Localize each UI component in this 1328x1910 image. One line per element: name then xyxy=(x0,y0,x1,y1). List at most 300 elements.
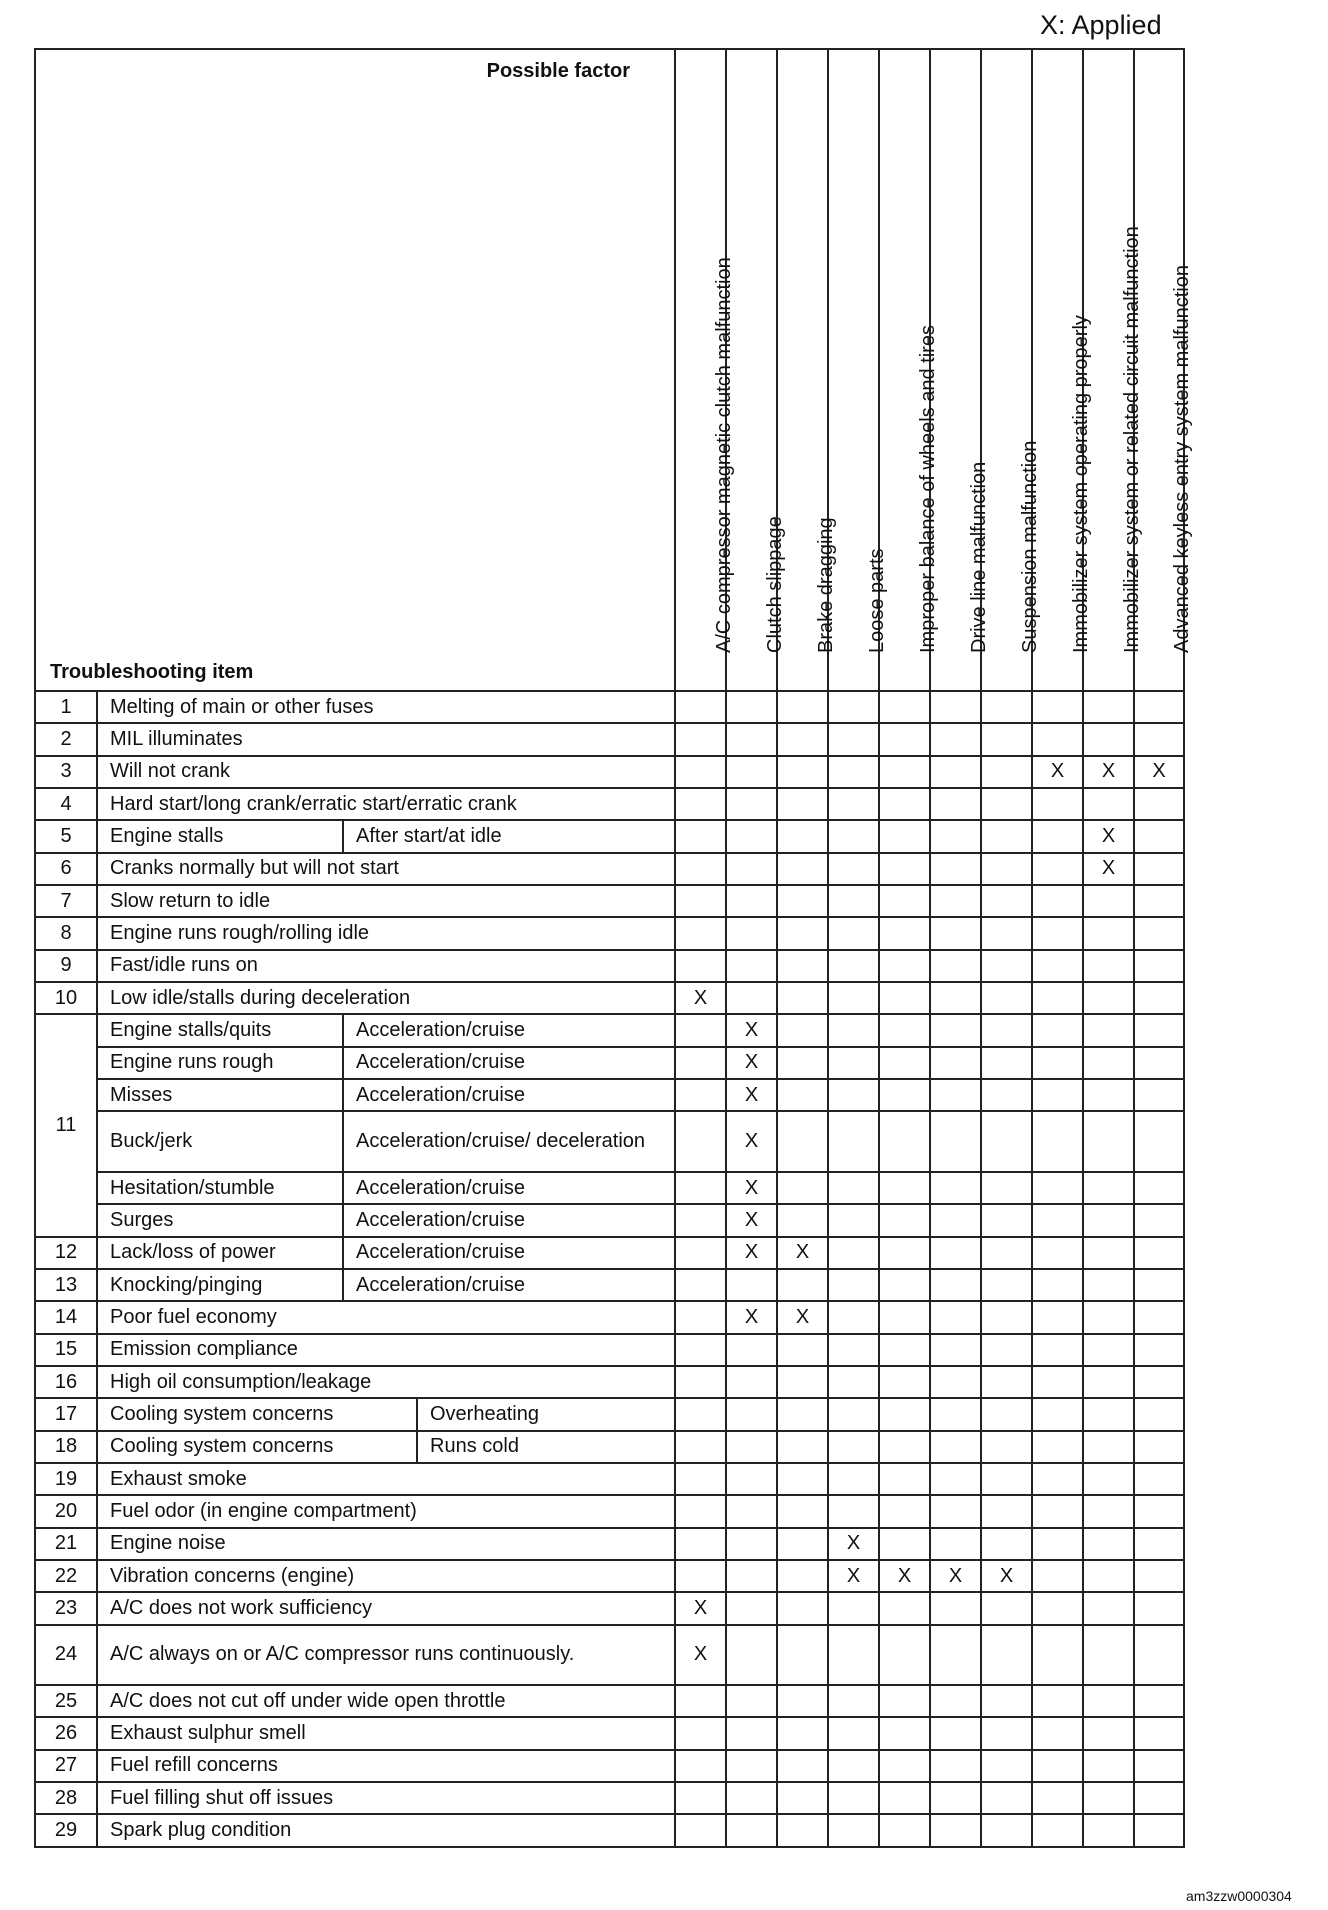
factor-cell xyxy=(930,1750,981,1782)
row-number: 1 xyxy=(35,691,97,723)
factor-cell xyxy=(1134,950,1184,982)
troubleshooting-item: Lack/loss of power xyxy=(97,1237,343,1269)
factor-cell xyxy=(1032,1560,1083,1592)
factor-cell xyxy=(828,1463,879,1495)
factor-cell xyxy=(675,1047,726,1079)
factor-header-9 xyxy=(1134,49,1193,691)
factor-cell xyxy=(1083,723,1134,755)
factor-cell xyxy=(726,820,777,852)
table-row xyxy=(35,1528,1184,1560)
troubleshooting-item: Engine noise xyxy=(97,1528,675,1560)
factor-cell xyxy=(675,1237,726,1269)
factor-cell xyxy=(1083,691,1134,723)
factor-cell xyxy=(828,1334,879,1366)
factor-cell xyxy=(1134,982,1184,1014)
factor-cell xyxy=(1134,1592,1184,1624)
troubleshooting-item: Cooling system concerns xyxy=(97,1398,417,1430)
factor-cell xyxy=(828,1625,879,1685)
factor-cell xyxy=(828,1431,879,1463)
factor-cell xyxy=(1083,1334,1134,1366)
factor-cell xyxy=(1134,1269,1184,1301)
factor-cell xyxy=(777,1398,828,1430)
table-row xyxy=(35,1172,1184,1204)
troubleshooting-item: Low idle/stalls during deceleration xyxy=(97,982,675,1014)
factor-cell xyxy=(1134,1079,1184,1111)
factor-cell xyxy=(1083,982,1134,1014)
applied-mark: X xyxy=(726,1204,777,1236)
item-condition: Acceleration/cruise/ deceleration xyxy=(343,1111,675,1171)
factor-cell xyxy=(879,1592,930,1624)
factor-cell xyxy=(981,1269,1032,1301)
factor-header-8 xyxy=(1083,49,1143,691)
factor-cell xyxy=(879,1366,930,1398)
factor-label: A/C compressor magnetic clutch malfunction xyxy=(712,257,735,653)
factor-cell xyxy=(1032,1014,1083,1046)
factor-cell xyxy=(981,885,1032,917)
factor-cell xyxy=(828,756,879,788)
factor-cell xyxy=(675,1463,726,1495)
factor-cell xyxy=(981,1014,1032,1046)
table-row xyxy=(35,788,1184,820)
troubleshooting-item: Engine stalls/quits xyxy=(97,1014,343,1046)
factor-cell xyxy=(1032,1717,1083,1749)
item-condition: Overheating xyxy=(417,1398,675,1430)
factor-cell xyxy=(828,691,879,723)
factor-cell xyxy=(930,723,981,755)
applied-mark: X xyxy=(777,1301,828,1333)
factor-cell xyxy=(1083,1717,1134,1749)
factor-cell xyxy=(930,885,981,917)
table-row xyxy=(35,1111,1184,1171)
factor-cell xyxy=(930,1717,981,1749)
applied-mark: X xyxy=(1083,853,1134,885)
row-number: 9 xyxy=(35,950,97,982)
factor-cell xyxy=(1083,1398,1134,1430)
troubleshooting-item: High oil consumption/leakage xyxy=(97,1366,675,1398)
item-condition: Acceleration/cruise xyxy=(343,1014,675,1046)
factor-cell xyxy=(1083,950,1134,982)
factor-header-5 xyxy=(930,49,990,691)
factor-cell xyxy=(981,1172,1032,1204)
matrix-body xyxy=(35,691,1184,1847)
applied-mark: X xyxy=(1083,820,1134,852)
table-row xyxy=(35,1014,1184,1046)
factor-cell xyxy=(879,1782,930,1814)
factor-cell xyxy=(1083,1014,1134,1046)
factor-cell xyxy=(981,756,1032,788)
factor-cell xyxy=(1083,917,1134,949)
factor-cell xyxy=(675,1528,726,1560)
factor-cell xyxy=(1032,788,1083,820)
factor-cell xyxy=(777,1814,828,1847)
factor-label: Drive line malfunction xyxy=(967,461,990,653)
applied-mark: X xyxy=(726,1047,777,1079)
factor-cell xyxy=(726,885,777,917)
factor-cell xyxy=(726,1625,777,1685)
applied-mark: X xyxy=(828,1560,879,1592)
factor-cell xyxy=(726,950,777,982)
factor-cell xyxy=(1134,1750,1184,1782)
factor-cell xyxy=(726,1431,777,1463)
factor-cell xyxy=(675,1111,726,1171)
factor-cell xyxy=(1083,1560,1134,1592)
factor-cell xyxy=(930,1592,981,1624)
factor-cell xyxy=(1083,1495,1134,1527)
factor-cell xyxy=(879,1301,930,1333)
factor-cell xyxy=(1032,917,1083,949)
factor-cell xyxy=(675,756,726,788)
factor-cell xyxy=(675,1204,726,1236)
factor-label: Suspension malfunction xyxy=(1018,440,1041,653)
troubleshooting-item: Hesitation/stumble xyxy=(97,1172,343,1204)
factor-cell xyxy=(777,1782,828,1814)
factor-cell xyxy=(930,1334,981,1366)
factor-cell xyxy=(1083,1301,1134,1333)
table-row xyxy=(35,1625,1184,1685)
factor-cell xyxy=(828,885,879,917)
factor-cell xyxy=(1032,853,1083,885)
factor-cell xyxy=(1083,1237,1134,1269)
factor-cell xyxy=(828,1782,879,1814)
factor-cell xyxy=(981,1717,1032,1749)
factor-cell xyxy=(930,756,981,788)
legend: X: Applied xyxy=(1040,10,1162,40)
factor-cell xyxy=(1032,1366,1083,1398)
factor-cell xyxy=(879,1685,930,1717)
factor-cell xyxy=(981,1047,1032,1079)
item-condition: After start/at idle xyxy=(343,820,675,852)
factor-cell xyxy=(726,1398,777,1430)
table-row xyxy=(35,1592,1184,1624)
factor-cell xyxy=(777,1079,828,1111)
factor-cell xyxy=(930,1301,981,1333)
factor-cell xyxy=(879,885,930,917)
row-number: 7 xyxy=(35,885,97,917)
factor-cell xyxy=(1083,885,1134,917)
factor-cell xyxy=(675,1172,726,1204)
factor-cell xyxy=(1032,1431,1083,1463)
factor-cell xyxy=(879,1398,930,1430)
factor-cell xyxy=(1083,1269,1134,1301)
troubleshooting-item: Buck/jerk xyxy=(97,1111,343,1171)
factor-cell xyxy=(777,982,828,1014)
factor-cell xyxy=(930,1111,981,1171)
factor-cell xyxy=(726,1750,777,1782)
factor-cell xyxy=(1032,1047,1083,1079)
factor-cell xyxy=(777,1750,828,1782)
factor-cell xyxy=(726,1717,777,1749)
factor-cell xyxy=(1083,1814,1134,1847)
table-row xyxy=(35,853,1184,885)
factor-label: Advanced keyless entry system malfunction xyxy=(1171,265,1193,653)
factor-cell xyxy=(930,1625,981,1685)
factor-cell xyxy=(675,1560,726,1592)
factor-cell xyxy=(1083,1528,1134,1560)
factor-cell xyxy=(1083,1625,1134,1685)
factor-cell xyxy=(1134,885,1184,917)
troubleshooting-item: Emission compliance xyxy=(97,1334,675,1366)
row-number: 21 xyxy=(35,1528,97,1560)
row-number: 29 xyxy=(35,1814,97,1847)
row-number: 26 xyxy=(35,1717,97,1749)
factor-cell xyxy=(726,723,777,755)
troubleshooting-item: Engine runs rough xyxy=(97,1047,343,1079)
factor-cell xyxy=(1032,1301,1083,1333)
factor-cell xyxy=(1083,1079,1134,1111)
table-row xyxy=(35,1269,1184,1301)
factor-cell xyxy=(1032,723,1083,755)
factor-cell xyxy=(930,1366,981,1398)
factor-cell xyxy=(879,1204,930,1236)
troubleshooting-matrix xyxy=(34,48,1193,1848)
factor-header-2 xyxy=(777,49,837,691)
factor-cell xyxy=(1032,820,1083,852)
applied-mark: X xyxy=(777,1237,828,1269)
row-number: 24 xyxy=(35,1625,97,1685)
factor-label: Brake dragging xyxy=(814,517,837,653)
factor-cell xyxy=(981,982,1032,1014)
row-number: 14 xyxy=(35,1301,97,1333)
table-row xyxy=(35,1814,1184,1847)
factor-cell xyxy=(777,691,828,723)
factor-cell xyxy=(879,1079,930,1111)
factor-cell xyxy=(828,820,879,852)
factor-cell xyxy=(726,1463,777,1495)
troubleshooting-item: Cooling system concerns xyxy=(97,1431,417,1463)
factor-cell xyxy=(1134,1560,1184,1592)
factor-cell xyxy=(675,1431,726,1463)
factor-cell xyxy=(1032,1814,1083,1847)
factor-cell xyxy=(930,691,981,723)
factor-cell xyxy=(675,1495,726,1527)
factor-cell xyxy=(777,723,828,755)
factor-cell xyxy=(777,917,828,949)
row-number: 16 xyxy=(35,1366,97,1398)
factor-cell xyxy=(726,1366,777,1398)
item-condition: Acceleration/cruise xyxy=(343,1172,675,1204)
troubleshooting-item: Misses xyxy=(97,1079,343,1111)
table-row xyxy=(35,1398,1184,1430)
factor-cell xyxy=(1134,1334,1184,1366)
factor-cell xyxy=(1134,1366,1184,1398)
item-condition: Acceleration/cruise xyxy=(343,1079,675,1111)
applied-mark: X xyxy=(675,1625,726,1685)
factor-cell xyxy=(930,1528,981,1560)
factor-cell xyxy=(1134,1172,1184,1204)
table-row xyxy=(35,1495,1184,1527)
factor-cell xyxy=(879,756,930,788)
factor-cell xyxy=(1083,1366,1134,1398)
factor-cell xyxy=(726,1592,777,1624)
factor-cell xyxy=(879,788,930,820)
factor-cell xyxy=(828,788,879,820)
row-number: 17 xyxy=(35,1398,97,1430)
factor-cell xyxy=(777,1625,828,1685)
factor-cell xyxy=(675,1334,726,1366)
row-number: 18 xyxy=(35,1431,97,1463)
factor-cell xyxy=(675,691,726,723)
factor-cell xyxy=(828,1750,879,1782)
table-row xyxy=(35,982,1184,1014)
factor-cell xyxy=(828,853,879,885)
factor-cell xyxy=(930,1495,981,1527)
table-row xyxy=(35,917,1184,949)
factor-cell xyxy=(981,950,1032,982)
troubleshooting-item: Fast/idle runs on xyxy=(97,950,675,982)
factor-cell xyxy=(675,1301,726,1333)
factor-cell xyxy=(726,1495,777,1527)
factor-cell xyxy=(828,1301,879,1333)
factor-cell xyxy=(726,1782,777,1814)
factor-header-4 xyxy=(879,49,939,691)
troubleshooting-item: Knocking/pinging xyxy=(97,1269,343,1301)
factor-cell xyxy=(675,1014,726,1046)
factor-cell xyxy=(828,1366,879,1398)
item-condition: Runs cold xyxy=(417,1431,675,1463)
applied-mark: X xyxy=(726,1172,777,1204)
factor-cell xyxy=(675,950,726,982)
troubleshooting-item: Cranks normally but will not start xyxy=(97,853,675,885)
factor-cell xyxy=(777,756,828,788)
factor-cell xyxy=(879,1528,930,1560)
troubleshooting-item: Poor fuel economy xyxy=(97,1301,675,1333)
factor-cell xyxy=(828,1172,879,1204)
factor-cell xyxy=(675,788,726,820)
table-row xyxy=(35,1301,1184,1333)
factor-cell xyxy=(828,723,879,755)
table-row xyxy=(35,1463,1184,1495)
factor-cell xyxy=(675,1750,726,1782)
row-number: 28 xyxy=(35,1782,97,1814)
factor-cell xyxy=(726,982,777,1014)
factor-cell xyxy=(1032,1111,1083,1171)
applied-mark: X xyxy=(981,1560,1032,1592)
factor-cell xyxy=(828,1014,879,1046)
factor-cell xyxy=(1134,1814,1184,1847)
troubleshooting-item-label: Troubleshooting item xyxy=(50,661,254,683)
item-condition: Acceleration/cruise xyxy=(343,1204,675,1236)
factor-cell xyxy=(879,1750,930,1782)
table-row xyxy=(35,1237,1184,1269)
factor-cell xyxy=(1083,1782,1134,1814)
factor-cell xyxy=(981,917,1032,949)
table-row xyxy=(35,1334,1184,1366)
factor-cell xyxy=(675,820,726,852)
factor-cell xyxy=(930,917,981,949)
item-condition: Acceleration/cruise xyxy=(343,1269,675,1301)
factor-cell xyxy=(930,1014,981,1046)
factor-label: Immobilizer system operating properly xyxy=(1069,315,1092,653)
factor-cell xyxy=(726,1560,777,1592)
factor-cell xyxy=(1032,1463,1083,1495)
item-condition: Acceleration/cruise xyxy=(343,1237,675,1269)
factor-cell xyxy=(1134,1685,1184,1717)
factor-cell xyxy=(777,1528,828,1560)
factor-cell xyxy=(726,1334,777,1366)
factor-cell xyxy=(1083,1592,1134,1624)
factor-cell xyxy=(1032,1495,1083,1527)
factor-cell xyxy=(777,1592,828,1624)
factor-cell xyxy=(981,853,1032,885)
factor-cell xyxy=(1032,691,1083,723)
factor-cell xyxy=(726,788,777,820)
factor-cell xyxy=(675,1398,726,1430)
factor-cell xyxy=(777,853,828,885)
factor-cell xyxy=(1134,1431,1184,1463)
applied-mark: X xyxy=(726,1111,777,1171)
factor-cell xyxy=(777,1431,828,1463)
applied-mark: X xyxy=(726,1301,777,1333)
factor-cell xyxy=(981,1495,1032,1527)
factor-cell xyxy=(777,1717,828,1749)
factor-cell xyxy=(1032,1172,1083,1204)
factor-cell xyxy=(1134,1463,1184,1495)
factor-cell xyxy=(981,1625,1032,1685)
table-row xyxy=(35,1366,1184,1398)
factor-cell xyxy=(879,820,930,852)
factor-cell xyxy=(879,853,930,885)
table-row xyxy=(35,756,1184,788)
factor-cell xyxy=(1032,1625,1083,1685)
factor-cell xyxy=(777,885,828,917)
row-number: 11 xyxy=(35,1014,97,1236)
row-number: 13 xyxy=(35,1269,97,1301)
row-number: 10 xyxy=(35,982,97,1014)
factor-cell xyxy=(828,1079,879,1111)
row-number: 23 xyxy=(35,1592,97,1624)
factor-cell xyxy=(1083,1685,1134,1717)
applied-mark: X xyxy=(930,1560,981,1592)
troubleshooting-item: Exhaust sulphur smell xyxy=(97,1717,675,1749)
factor-cell xyxy=(777,1204,828,1236)
factor-cell xyxy=(1083,1172,1134,1204)
factor-cell xyxy=(1032,1685,1083,1717)
factor-cell xyxy=(981,1111,1032,1171)
table-row xyxy=(35,1750,1184,1782)
factor-label: Clutch slippage xyxy=(763,516,786,653)
factor-cell xyxy=(981,1237,1032,1269)
factor-cell xyxy=(777,1560,828,1592)
applied-mark: X xyxy=(726,1014,777,1046)
factor-cell xyxy=(1134,853,1184,885)
row-number: 25 xyxy=(35,1685,97,1717)
factor-cell xyxy=(1134,691,1184,723)
factor-cell xyxy=(675,723,726,755)
factor-cell xyxy=(1083,1463,1134,1495)
applied-mark: X xyxy=(1083,756,1134,788)
table-row xyxy=(35,723,1184,755)
factor-cell xyxy=(981,1079,1032,1111)
factor-cell xyxy=(1083,1111,1134,1171)
factor-cell xyxy=(675,885,726,917)
factor-header-7 xyxy=(1032,49,1092,691)
factor-cell xyxy=(675,1782,726,1814)
item-condition: Acceleration/cruise xyxy=(343,1047,675,1079)
factor-header-0 xyxy=(675,49,735,691)
applied-mark: X xyxy=(879,1560,930,1592)
factor-label: Improper balance of wheels and tires xyxy=(916,325,939,653)
factor-cell xyxy=(879,1463,930,1495)
factor-cell xyxy=(828,950,879,982)
factor-header-3 xyxy=(828,49,888,691)
factor-cell xyxy=(930,1431,981,1463)
factor-cell xyxy=(726,917,777,949)
table-row xyxy=(35,1204,1184,1236)
troubleshooting-item: Hard start/long crank/erratic start/erratic crank xyxy=(97,788,675,820)
troubleshooting-item: Engine runs rough/rolling idle xyxy=(97,917,675,949)
factor-cell xyxy=(930,1685,981,1717)
factor-cell xyxy=(930,1172,981,1204)
